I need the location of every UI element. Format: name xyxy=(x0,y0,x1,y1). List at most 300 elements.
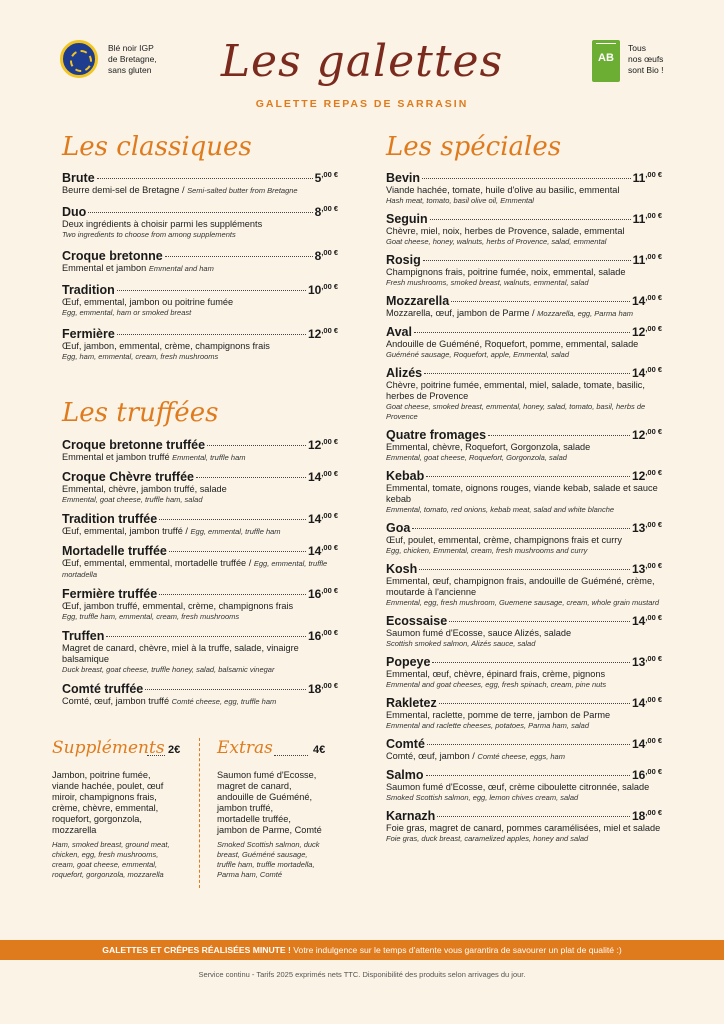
desc-fr: Emmental, tomate, oignons rouges, viande kebab, salade et sauce kebab xyxy=(386,483,658,504)
menu-item-head xyxy=(386,695,662,710)
menu-item-desc-en: Goat cheese, smoked breast, emmental, honey, salad, tomato, basil, herbs de Provence xyxy=(386,402,646,421)
page-title: Les galettes xyxy=(220,36,504,87)
menu-item-desc xyxy=(386,782,662,793)
menu-item-head xyxy=(62,628,338,643)
desc-fr: Emmental, œuf, champignon frais, andouille de Guéméné, crème, moutarde à l'ancienne xyxy=(386,576,655,597)
leader-dots xyxy=(439,703,630,704)
price-cents: ,00 € xyxy=(645,561,662,570)
price-cents: ,00 € xyxy=(645,211,662,220)
menu-item-head xyxy=(62,586,338,601)
menu-item-head xyxy=(386,170,662,185)
extras-title: Extras xyxy=(217,738,273,758)
menu-item-head xyxy=(386,520,662,535)
leader-dots xyxy=(426,775,630,776)
menu-item-price xyxy=(308,681,338,696)
menu-item-desc-en: Hash meat, tomato, basil olive oil, Emmental xyxy=(386,196,534,205)
menu-item xyxy=(62,511,338,537)
menu-item-name: Truffen xyxy=(62,629,105,643)
section-title-classiques: Les classiques xyxy=(62,132,252,162)
price-euros: 10 xyxy=(307,283,322,297)
menu-item xyxy=(386,170,662,206)
menu-item-price xyxy=(632,365,662,380)
menu-item-desc xyxy=(386,576,662,598)
menu-item-desc xyxy=(386,628,662,639)
menu-item-desc xyxy=(62,341,338,352)
bio-text: Tous nos œufs sont Bio ! xyxy=(628,43,664,75)
menu-item-head xyxy=(386,561,662,576)
menu-item-desc-en: Goat cheese, honey, walnuts, herbs of Provence, salad, emmental xyxy=(386,237,607,246)
menu-item-price xyxy=(308,511,338,526)
menu-item xyxy=(386,695,662,731)
price-euros: 16 xyxy=(307,587,322,601)
extras-price: 4€ xyxy=(313,744,326,756)
menu-item xyxy=(386,808,662,844)
menu-item-head xyxy=(386,324,662,339)
menu-item-price xyxy=(315,204,338,219)
menu-item-name: Tradition xyxy=(62,283,115,297)
price-cents: ,00 € xyxy=(321,586,338,595)
price-euros: 14 xyxy=(307,544,322,558)
menu-item-desc xyxy=(62,263,338,274)
leader-dots xyxy=(437,816,630,817)
leader-dots xyxy=(422,178,631,179)
leader-dots xyxy=(427,744,630,745)
desc-fr: Emmental, œuf, chèvre, épinard frais, crème, pignons xyxy=(386,669,606,679)
leader-dots xyxy=(145,689,306,690)
desc-en-inline: Egg, emmental, truffle ham xyxy=(190,527,281,536)
menu-item-desc xyxy=(386,669,662,680)
menu-item-desc-en: Guéméné sausage, Roquefort, apple, Emmental, salad xyxy=(386,350,570,359)
desc-fr: Viande hachée, tomate, huile d'olive au basilic, emmental xyxy=(386,185,620,195)
supplements-price: 2€ xyxy=(168,744,181,756)
truffees-list xyxy=(62,437,338,713)
price-cents: ,00 € xyxy=(321,282,338,291)
menu-item-name: Bevin xyxy=(386,171,421,185)
price-euros: 14 xyxy=(307,512,322,526)
price-cents: ,00 € xyxy=(321,170,338,179)
desc-en-inline: Comté cheese, egg, truffle ham xyxy=(171,697,277,706)
supplements-title: Suppléments xyxy=(52,738,165,758)
price-euros: 13 xyxy=(631,655,646,669)
leader-dots xyxy=(117,334,306,335)
menu-item-desc-en: Emmental, goat cheese, Roquefort, Gorgonzola, salad xyxy=(386,453,567,462)
menu-item-desc xyxy=(62,558,338,580)
menu-item-desc xyxy=(386,442,662,453)
desc-fr: Saumon fumé d'Ecosse, œuf, crème ciboulette citronnée, salade xyxy=(386,782,650,792)
menu-item-name: Croque bretonne xyxy=(62,249,163,263)
menu-item-desc xyxy=(62,526,338,537)
price-euros: 13 xyxy=(631,562,646,576)
menu-item-name: Comté truffée xyxy=(62,682,144,696)
speciales-list xyxy=(386,170,662,849)
menu-item-name: Duo xyxy=(62,205,87,219)
price-cents: ,00 € xyxy=(645,324,662,333)
price-euros: 12 xyxy=(307,327,322,341)
menu-item-price xyxy=(632,695,662,710)
price-cents: ,00 € xyxy=(321,437,338,446)
desc-fr: Mozzarella, œuf, jambon de Parme / xyxy=(386,308,538,318)
desc-en-inline: Semi-salted butter from Bretagne xyxy=(187,186,298,195)
leader-dots xyxy=(419,569,630,570)
menu-item-price xyxy=(315,170,338,185)
menu-item-desc xyxy=(62,452,338,463)
menu-item-price xyxy=(308,543,338,558)
price-euros: 14 xyxy=(631,366,646,380)
price-euros: 14 xyxy=(307,470,322,484)
menu-item xyxy=(386,561,662,608)
leader-dots xyxy=(159,519,306,520)
leader-dots xyxy=(449,621,630,622)
menu-item-head xyxy=(62,437,338,452)
desc-fr: Œuf, emmental, emmental, mortadelle truffée / xyxy=(62,558,254,568)
menu-item-price xyxy=(632,767,662,782)
menu-item-price xyxy=(632,293,662,308)
desc-fr: Saumon fumé d'Ecosse, sauce Alizés, salade xyxy=(386,628,572,638)
menu-item xyxy=(62,170,338,196)
menu-item-price xyxy=(308,326,338,341)
menu-item-price xyxy=(308,586,338,601)
menu-item-desc xyxy=(386,751,662,762)
menu-item-name: Brute xyxy=(62,171,95,185)
leader-dots xyxy=(106,636,306,637)
menu-item-name: Alizés xyxy=(386,366,423,380)
menu-item xyxy=(62,628,338,675)
menu-item-name: Salmo xyxy=(386,768,424,782)
price-euros: 14 xyxy=(631,294,646,308)
leader-dots xyxy=(88,212,312,213)
menu-item-price xyxy=(308,437,338,452)
desc-fr: Beurre demi-sel de Bretagne / xyxy=(62,185,188,195)
menu-item-head xyxy=(386,468,662,483)
desc-fr: Foie gras, magret de canard, pommes caramélisées, miel et salade xyxy=(386,823,661,833)
leader-dots xyxy=(165,256,313,257)
menu-item-price xyxy=(632,561,662,576)
menu-item xyxy=(386,736,662,762)
menu-item-price xyxy=(632,427,662,442)
price-euros: 14 xyxy=(631,614,646,628)
menu-item xyxy=(62,282,338,318)
menu-item-price xyxy=(632,654,662,669)
menu-item-desc-en: Duck breast, goat cheese, truffle honey, salad, balsamic vinegar xyxy=(62,665,275,674)
price-cents: ,00 € xyxy=(645,767,662,776)
desc-fr: Emmental, chèvre, Roquefort, Gorgonzola, salade xyxy=(386,442,591,452)
price-cents: ,00 € xyxy=(645,520,662,529)
menu-item-desc-en: Emmental and raclette cheeses, potatoes, Parma ham, salad xyxy=(386,721,590,730)
menu-item-head xyxy=(386,211,662,226)
price-euros: 12 xyxy=(631,469,646,483)
menu-item-head xyxy=(62,248,338,263)
menu-item-desc-en: Foie gras, duck breast, caramelized apples, honey and salad xyxy=(386,834,589,843)
menu-item-desc xyxy=(386,710,662,721)
menu-item-desc-en: Egg, emmental, ham or smoked breast xyxy=(62,308,192,317)
desc-fr: Emmental et jambon truffé xyxy=(62,452,173,462)
menu-item-price xyxy=(633,252,662,267)
menu-item xyxy=(386,324,662,360)
desc-fr: Emmental, chèvre, jambon truffé, salade xyxy=(62,484,227,494)
menu-item-price xyxy=(308,469,338,484)
menu-item-desc xyxy=(386,308,662,319)
menu-item-name: Croque Chèvre truffée xyxy=(62,470,194,484)
menu-item-head xyxy=(386,654,662,669)
menu-item-desc-en: Emmental, goat cheese, truffle ham, salad xyxy=(62,495,203,504)
price-cents: ,00 € xyxy=(321,628,338,637)
separator xyxy=(199,738,200,888)
leader-dots xyxy=(117,290,306,291)
price-cents: ,00 € xyxy=(321,469,338,478)
leader-dots xyxy=(426,476,630,477)
price-euros: 13 xyxy=(631,521,646,535)
desc-en-inline: Comté cheese, eggs, ham xyxy=(477,752,565,761)
supplements-list: Jambon, poitrine fumée, viande hachée, poulet, œuf miroir, champignons frais, crème, chèvre, emmental, roquefort, gorgonzola, mozzarella xyxy=(52,770,164,835)
menu-item-name: Croque bretonne truffée xyxy=(62,438,206,452)
menu-item-name: Ecossaise xyxy=(386,614,448,628)
price-cents: ,00 € xyxy=(645,365,662,374)
menu-item-price xyxy=(308,282,338,297)
price-euros: 12 xyxy=(631,325,646,339)
price-euros: 8 xyxy=(314,205,322,219)
desc-en-inline: Emmental, truffle ham xyxy=(172,453,246,462)
menu-item-price xyxy=(315,248,338,263)
menu-item-head xyxy=(386,252,662,267)
menu-item xyxy=(386,767,662,803)
extras-dots xyxy=(274,755,308,756)
banner-text: Votre indulgence sur le temps d'attente vous garantira de savourer un plat de qualité :) xyxy=(290,945,622,955)
leader-dots xyxy=(412,528,630,529)
price-euros: 11 xyxy=(632,212,646,226)
leader-dots xyxy=(488,435,630,436)
price-euros: 12 xyxy=(307,438,322,452)
supplements-list-en: Ham, smoked breast, ground meat, chicken, egg, fresh mushrooms, cream, goat cheese, emmental, roquefort, gorgonzola, mozzarella xyxy=(52,840,170,879)
menu-item-head xyxy=(386,365,662,380)
desc-en-inline: Mozzarella, egg, Parma ham xyxy=(537,309,634,318)
menu-item xyxy=(62,204,338,240)
menu-item xyxy=(386,520,662,556)
desc-fr: Deux ingrédients à choisir parmi les suppléments xyxy=(62,219,263,229)
menu-item-price xyxy=(632,613,662,628)
menu-item-head xyxy=(62,326,338,341)
price-cents: ,00 € xyxy=(645,427,662,436)
price-euros: 8 xyxy=(314,249,322,263)
section-title-speciales: Les spéciales xyxy=(386,132,562,162)
menu-item-desc-en: Two ingredients to choose from among supplements xyxy=(62,230,236,239)
desc-fr: Œuf, emmental, jambon truffé / xyxy=(62,526,191,536)
leader-dots xyxy=(196,477,306,478)
footer-banner xyxy=(0,940,724,960)
leader-dots xyxy=(424,373,630,374)
desc-fr: Œuf, emmental, jambon ou poitrine fumée xyxy=(62,297,234,307)
menu-item-name: Karnazh xyxy=(386,809,436,823)
menu-item-name: Popeye xyxy=(386,655,431,669)
menu-item-name: Rakletez xyxy=(386,696,437,710)
price-euros: 11 xyxy=(632,253,646,267)
leader-dots xyxy=(423,260,631,261)
supplements-dots xyxy=(147,755,165,756)
desc-en-inline: Emmental and ham xyxy=(148,264,214,273)
menu-item xyxy=(386,427,662,463)
menu-item-head xyxy=(62,681,338,696)
menu-item-head xyxy=(386,808,662,823)
menu-item-price xyxy=(308,628,338,643)
menu-item xyxy=(62,248,338,274)
desc-fr: Champignons frais, poitrine fumée, noix, emmental, salade xyxy=(386,267,626,277)
menu-item-price xyxy=(632,520,662,535)
price-cents: ,00 € xyxy=(645,736,662,745)
menu-item-head xyxy=(386,293,662,308)
menu-item-head xyxy=(386,427,662,442)
leader-dots xyxy=(451,301,630,302)
leader-dots xyxy=(207,445,306,446)
extras-list: Saumon fumé d'Ecosse, magret de canard, andouille de Guéméné, jambon truffé, mortadelle truffée, jambon de Parme, Comté xyxy=(217,770,322,835)
igp-text: Blé noir IGP de Bretagne, sans gluten xyxy=(108,43,157,75)
menu-item xyxy=(62,469,338,505)
menu-item-desc-en: Emmental, tomato, red onions, kebab meat, salad and white blanche xyxy=(386,505,615,514)
desc-fr: Œuf, jambon truffé, emmental, crème, champignons frais xyxy=(62,601,294,611)
menu-item-price xyxy=(632,468,662,483)
menu-item-desc-en: Smoked Scottish salmon, egg, lemon chives cream, salad xyxy=(386,793,579,802)
classiques-list xyxy=(62,170,338,370)
menu-item xyxy=(386,468,662,515)
price-euros: 11 xyxy=(632,171,646,185)
menu-item-desc xyxy=(62,185,338,196)
desc-fr: Œuf, poulet, emmental, crème, champignons frais et curry xyxy=(386,535,622,545)
menu-item xyxy=(386,293,662,319)
menu-item-desc xyxy=(62,219,338,230)
menu-item-desc xyxy=(62,484,338,495)
leader-dots xyxy=(430,219,631,220)
menu-item-name: Quatre fromages xyxy=(386,428,487,442)
menu-item-head xyxy=(386,736,662,751)
leader-dots xyxy=(97,178,313,179)
menu-item-name: Seguin xyxy=(386,212,428,226)
section-title-truffees: Les truffées xyxy=(62,398,219,428)
menu-item-head xyxy=(62,204,338,219)
page-subtitle: GALETTE REPAS DE SARRASIN xyxy=(255,98,469,110)
leader-dots xyxy=(432,662,629,663)
price-cents: ,00 € xyxy=(645,170,662,179)
menu-item-desc-en: Egg, truffle ham, emmental, cream, fresh mushrooms xyxy=(62,612,240,621)
banner-bold: GALETTES ET CRÊPES RÉALISÉES MINUTE ! xyxy=(102,945,291,955)
desc-fr: Comté, œuf, jambon / xyxy=(386,751,478,761)
menu-item-desc xyxy=(386,823,662,834)
menu-item xyxy=(386,252,662,288)
menu-item-desc xyxy=(386,185,662,196)
menu-item-head xyxy=(386,613,662,628)
menu-item-desc xyxy=(62,643,338,665)
price-euros: 14 xyxy=(631,737,646,751)
menu-item xyxy=(62,543,338,580)
menu-item-head xyxy=(62,543,338,558)
menu-item-price xyxy=(632,324,662,339)
menu-item xyxy=(62,681,338,707)
menu-item-desc xyxy=(386,483,662,505)
price-euros: 12 xyxy=(631,428,646,442)
footer-note: Service continu - Tarifs 2025 exprimés nets TTC. Disponibilité des produits selon arrivages du jour. xyxy=(198,970,526,979)
menu-item xyxy=(62,326,338,362)
menu-item-desc-en: Egg, chicken, Emmental, cream, fresh mushrooms and curry xyxy=(386,546,588,555)
menu-item-name: Mozzarella xyxy=(386,294,450,308)
menu-item-name: Mortadelle truffée xyxy=(62,544,167,558)
menu-item xyxy=(386,365,662,422)
desc-fr: Andouille de Guéméné, Roquefort, pomme, emmental, salade xyxy=(386,339,639,349)
menu-item-head xyxy=(62,282,338,297)
price-cents: ,00 € xyxy=(321,204,338,213)
leader-dots xyxy=(159,594,306,595)
menu-item-desc-en: Scottish smoked salmon, Alizés sauce, salad xyxy=(386,639,536,648)
menu-item-name: Aval xyxy=(386,325,412,339)
leader-dots xyxy=(169,551,306,552)
price-cents: ,00 € xyxy=(645,654,662,663)
price-cents: ,00 € xyxy=(645,468,662,477)
desc-fr: Chèvre, poitrine fumée, emmental, miel, salade, tomate, basilic, herbes de Provence xyxy=(386,380,645,401)
menu-item xyxy=(386,654,662,690)
desc-fr: Chèvre, miel, noix, herbes de Provence, salade, emmental xyxy=(386,226,625,236)
menu-item-name: Kebab xyxy=(386,469,425,483)
price-cents: ,00 € xyxy=(321,543,338,552)
menu-item-name: Rosig xyxy=(386,253,421,267)
menu-item-name: Kosh xyxy=(386,562,418,576)
menu-item-desc-en: Egg, ham, emmental, cream, fresh mushrooms xyxy=(62,352,219,361)
menu-item-desc-en: Emmental, egg, fresh mushroom, Guemene sausage, cream, whole grain mustard xyxy=(386,598,660,607)
menu-item xyxy=(62,586,338,622)
menu-item-head xyxy=(62,469,338,484)
menu-item-desc xyxy=(386,535,662,546)
menu-item xyxy=(386,211,662,247)
price-cents: ,00 € xyxy=(645,293,662,302)
menu-item-desc-en: Fresh mushrooms, smoked breast, walnuts, emmental, salad xyxy=(386,278,589,287)
menu-item xyxy=(62,437,338,463)
price-euros: 16 xyxy=(307,629,322,643)
menu-item-name: Tradition truffée xyxy=(62,512,158,526)
desc-en-inline: Egg, emmental, truffle mortadella xyxy=(62,559,328,579)
desc-fr: Comté, œuf, jambon truffé xyxy=(62,696,172,706)
menu-item-desc xyxy=(386,339,662,350)
price-euros: 5 xyxy=(314,171,322,185)
price-cents: ,00 € xyxy=(321,511,338,520)
desc-fr: Œuf, jambon, emmental, crème, champignons frais xyxy=(62,341,270,351)
menu-item-name: Goa xyxy=(386,521,411,535)
price-cents: ,00 € xyxy=(645,808,662,817)
menu-item-price xyxy=(633,211,662,226)
price-cents: ,00 € xyxy=(645,695,662,704)
menu-item-price xyxy=(632,808,662,823)
menu-item-desc xyxy=(62,601,338,612)
ab-organic-logo-icon: AB xyxy=(592,40,620,82)
menu-item-desc-en: Emmental and goat cheeses, egg, fresh spinach, cream, pine nuts xyxy=(386,680,607,689)
price-cents: ,00 € xyxy=(321,248,338,257)
desc-fr: Emmental et jambon xyxy=(62,263,149,273)
menu-item-head xyxy=(62,170,338,185)
price-cents: ,00 € xyxy=(321,326,338,335)
menu-item-head xyxy=(386,767,662,782)
price-euros: 18 xyxy=(307,682,322,696)
menu-item xyxy=(386,613,662,649)
price-cents: ,00 € xyxy=(645,252,662,261)
leader-dots xyxy=(414,332,630,333)
price-euros: 14 xyxy=(631,696,646,710)
menu-item-desc xyxy=(62,696,338,707)
price-cents: ,00 € xyxy=(645,613,662,622)
menu-item-name: Comté xyxy=(386,737,425,751)
menu-item-desc xyxy=(386,226,662,237)
menu-item-desc xyxy=(62,297,338,308)
menu-item-price xyxy=(632,736,662,751)
menu-item-price xyxy=(633,170,662,185)
menu-item-name: Fermière truffée xyxy=(62,587,158,601)
price-euros: 16 xyxy=(631,768,646,782)
menu-item-desc xyxy=(386,267,662,278)
price-cents: ,00 € xyxy=(321,681,338,690)
menu-item-desc xyxy=(386,380,662,402)
